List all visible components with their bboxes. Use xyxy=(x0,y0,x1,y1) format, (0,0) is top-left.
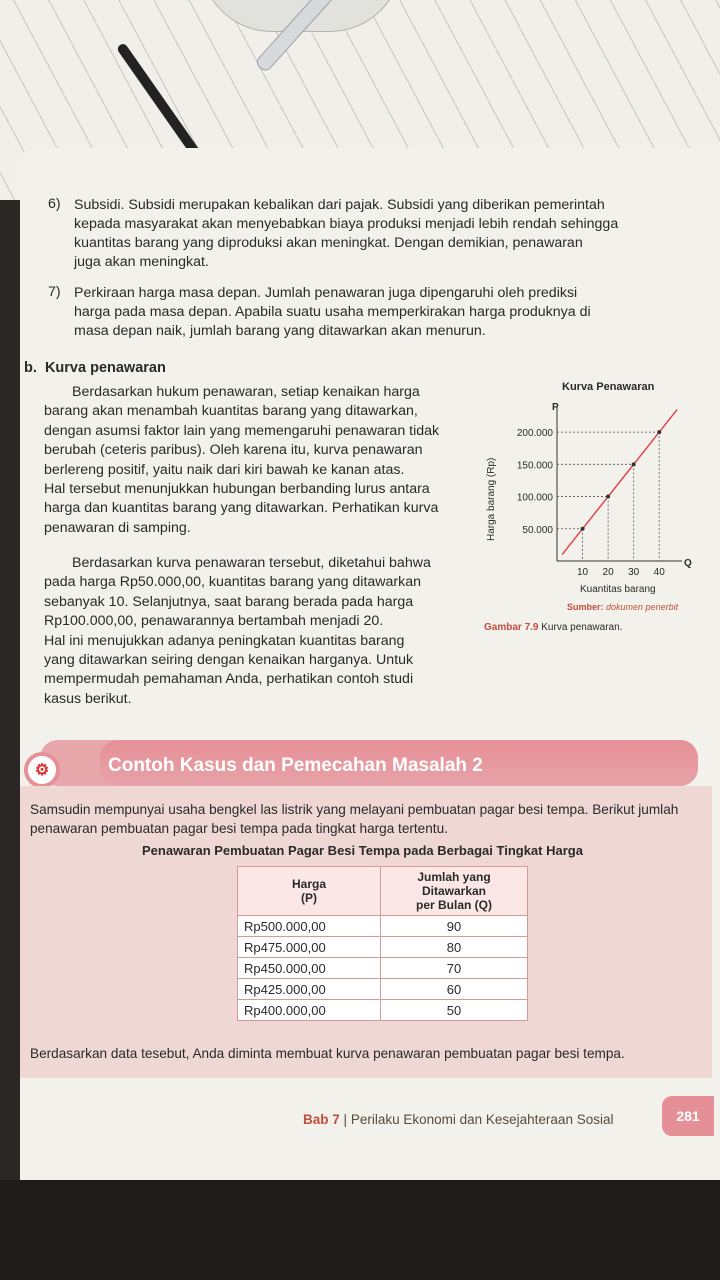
table-row: Rp425.000,00 60 xyxy=(238,979,528,1000)
y-tick-label: 100.000 xyxy=(516,492,553,504)
page-footer: Bab 7 | Perilaku Ekonomi dan Kesejahteraan Sosial xyxy=(303,1112,614,1127)
supply-curve-chart xyxy=(482,376,702,636)
table-row: Rp500.000,00 90 xyxy=(238,916,528,937)
item-7-number: 7) xyxy=(48,284,61,300)
data-point xyxy=(606,495,610,499)
case-task: Berdasarkan data tesebut, Anda diminta membuat kurva penawaran pembuatan pagar besi tempa. xyxy=(30,1046,625,1061)
item-6-text: Subsidi. Subsidi merupakan kebalikan dari pajak. Subsidi yang diberikan pemerintah kepada masyarakat akan menyebabkan biaya produksi menjadi lebih rendah sehingga kuantitas barang yang diproduksi akan meningkat. Dengan demikian, penawaran juga akan meningkat. xyxy=(74,197,619,270)
chart-source: Sumber: dokumen penerbit xyxy=(567,602,679,612)
y-axis-letter: P xyxy=(552,402,559,413)
data-point xyxy=(657,430,661,434)
supply-curve-figure xyxy=(482,376,702,636)
x-tick-label: 20 xyxy=(602,567,614,578)
table-row: Rp475.000,00 80 xyxy=(238,937,528,958)
data-point xyxy=(581,527,585,531)
x-tick-label: 10 xyxy=(576,567,589,578)
item-6-number: 6) xyxy=(48,196,61,212)
table-row: Rp450.000,00 70 xyxy=(238,958,528,979)
table-row: Rp400.000,00 50 xyxy=(238,1000,528,1021)
x-tick-label: 30 xyxy=(628,567,640,578)
header-quantity: Jumlah yang Ditawarkan per Bulan (Q) xyxy=(381,867,528,916)
y-tick-label: 150.000 xyxy=(516,460,553,472)
case-intro: Samsudin mempunyai usaha bengkel las listrik yang melayani pembuatan pagar besi tempa. Berikut jumlah penawaran pembuatan pagar besi tempa pada tingkat harga tertentu. xyxy=(30,802,679,836)
y-tick-label: 50.000 xyxy=(522,524,553,536)
chart-title: Kurva Penawaran xyxy=(562,381,655,393)
case-title: Contoh Kasus dan Pemecahan Masalah 2 xyxy=(108,755,483,776)
wrench-icon: ⚙ xyxy=(24,752,60,788)
data-point xyxy=(632,462,636,466)
x-axis-letter: Q xyxy=(684,558,692,569)
y-axis-label: Harga barang (Rp) xyxy=(486,457,497,541)
page-number: 281 xyxy=(662,1096,714,1136)
table-title: Penawaran Pembuatan Pagar Besi Tempa pada Berbagai Tingkat Harga xyxy=(142,843,583,858)
paragraph-2: Berdasarkan kurva penawaran tersebut, diketahui bahwa pada harga Rp50.000,00, kuantitas barang yang ditawarkan sebanyak 10. Selanjutnya, saat barang berada pada harga Rp100.000,00, penawarannya bertambah menjadi 20. Hal ini menujukkan adanya peningkatan kuantitas barang yang ditawarkan seiring dengan kenaikan harganya. Untuk mempermudah pemahaman Anda, perhatikan contoh studi kasus berikut. xyxy=(44,555,431,707)
supply-table xyxy=(237,866,528,1021)
paragraph-1: Berdasarkan hukum penawaran, setiap kenaikan harga barang akan menambah kuantitas barang yang ditawarkan, dengan asumsi faktor lain yang memengaruhi penawaran tidak berubah (ceteris paribus). Oleh karena itu, kurva penawaran berlereng positif, yaitu naik dari kiri bawah ke kanan atas. Hal tersebut menunjukkan hubungan berbanding lurus antara harga dan kuantitas barang yang ditawarkan. Perhatikan kurva penawaran di samping. xyxy=(44,384,440,536)
y-tick-label: 200.000 xyxy=(516,428,553,440)
item-7-text: Perkiraan harga masa depan. Jumlah penawaran juga dipengaruhi oleh prediksi harga pada masa depan. Apabila suatu usaha memperkirakan harga produknya di masa depan naik, jumlah barang yang ditawarkan akan menurun. xyxy=(74,285,591,339)
x-tick-label: 40 xyxy=(653,567,665,578)
x-axis-label: Kuantitas barang xyxy=(580,584,656,595)
header-price: Harga (P) xyxy=(238,867,381,916)
background-bottom xyxy=(0,1180,720,1280)
chart-caption: Gambar 7.9 Kurva penawaran. xyxy=(484,622,623,633)
section-b-heading: b. Kurva penawaran xyxy=(24,360,166,376)
